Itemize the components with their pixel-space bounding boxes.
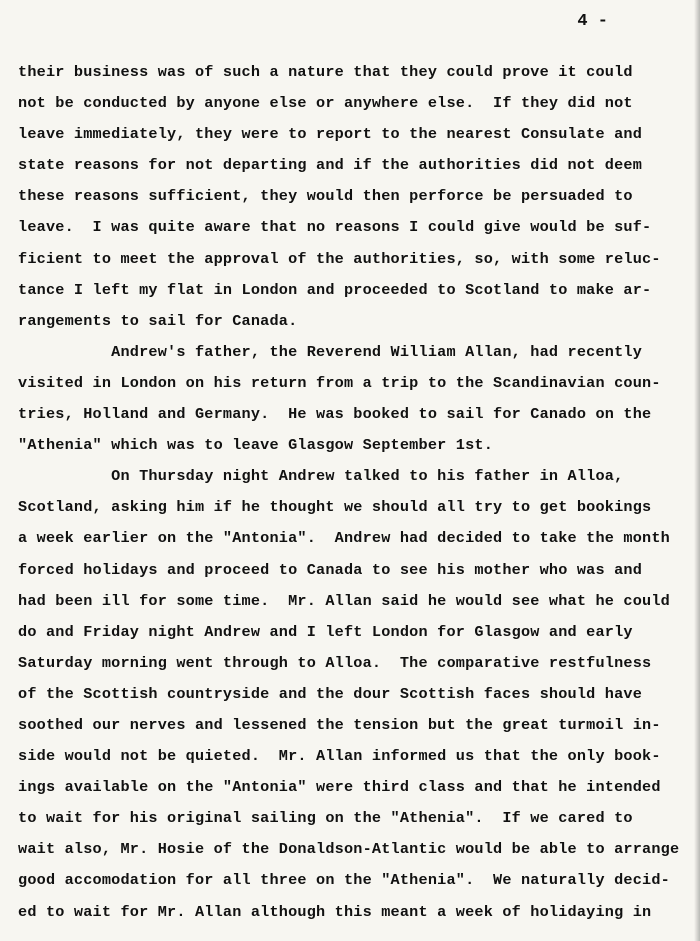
text-line: ings available on the "Antonia" were third class and that he intended: [18, 778, 661, 797]
text-line: Saturday morning went through to Alloa. The comparative restfulness: [18, 653, 652, 672]
text-line: tries, Holland and Germany. He was booked to sail for Canado on the: [18, 405, 652, 424]
text-line: ficient to meet the approval of the authorities, so, with some reluc-: [18, 249, 661, 268]
text-line: forced holidays and proceed to Canada to see his mother who was and: [18, 560, 643, 579]
text-line: soothed our nerves and lessened the tension but the great turmoil in-: [18, 715, 661, 734]
text-line: a week earlier on the "Antonia". Andrew had decided to take the month: [18, 529, 670, 548]
text-line: leave immediately, they were to report to the nearest Consulate and: [18, 125, 643, 144]
text-line: "Athenia" which was to leave Glasgow September 1st.: [18, 436, 494, 455]
page-number: 4 -: [577, 12, 608, 31]
text-line: Scotland, asking him if he thought we should all try to get bookings: [18, 498, 652, 517]
text-line: leave. I was quite aware that no reasons I could give would be suf-: [18, 218, 652, 237]
scan-edge-shadow: [694, 0, 700, 941]
text-line: of the Scottish countryside and the dour Scottish faces should have: [18, 684, 643, 703]
document-body: [0, 57, 700, 928]
text-line: had been ill for some time. Mr. Allan said he would see what he could: [18, 591, 670, 610]
text-line: do and Friday night Andrew and I left London for Glasgow and early: [18, 622, 633, 641]
text-line: not be conducted by anyone else or anywhere else. If they did not: [18, 94, 633, 113]
text-line: good accomodation for all three on the "Athenia". We naturally decid-: [18, 871, 670, 890]
text-line: wait also, Mr. Hosie of the Donaldson-Atlantic would be able to arrange: [18, 840, 680, 859]
text-line: ed to wait for Mr. Allan although this meant a week of holidaying in: [18, 902, 652, 921]
text-line: to wait for his original sailing on the "Athenia". If we cared to: [18, 809, 633, 828]
text-line: On Thursday night Andrew talked to his father in Alloa,: [18, 467, 624, 486]
text-line: tance I left my flat in London and proceeded to Scotland to make ar-: [18, 280, 652, 299]
text-line: their business was of such a nature that they could prove it could: [18, 63, 633, 81]
text-line: Andrew's father, the Reverend William Allan, had recently: [18, 342, 643, 361]
text-line: state reasons for not departing and if the authorities did not deem: [18, 156, 643, 175]
text-line: these reasons sufficient, they would then perforce be persuaded to: [18, 187, 633, 206]
text-line: rangements to sail for Canada.: [18, 311, 298, 330]
text-line: side would not be quieted. Mr. Allan informed us that the only book-: [18, 747, 661, 766]
text-line: visited in London on his return from a trip to the Scandinavian coun-: [18, 373, 661, 392]
